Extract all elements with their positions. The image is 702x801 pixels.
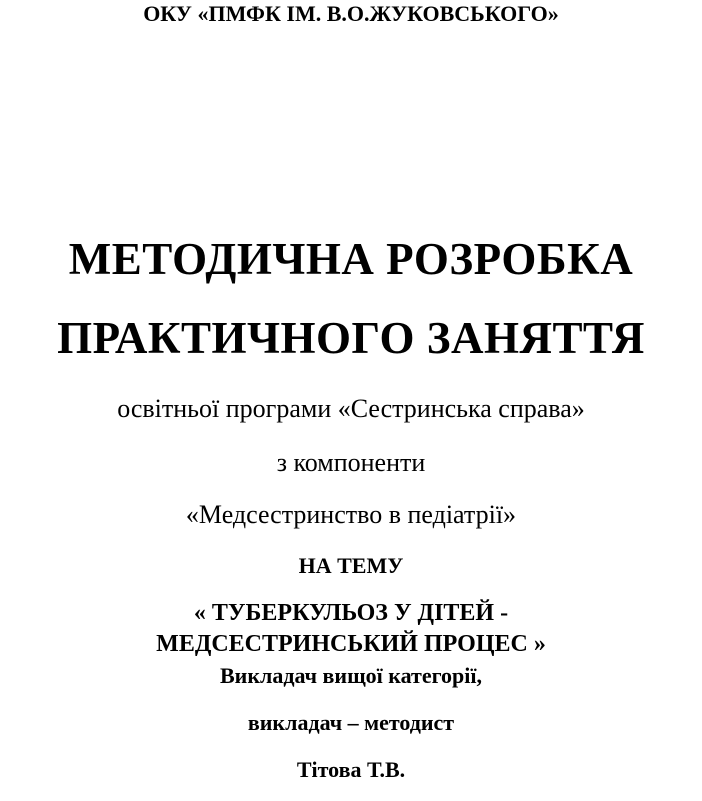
document-title-line-2: ПРАКТИЧНОГО ЗАНЯТТЯ <box>57 313 645 363</box>
document-title-line-1: МЕТОДИЧНА РОЗРОБКА <box>68 234 634 284</box>
author-position: викладач – методист <box>247 710 455 735</box>
component-name: «Медсестринство в педіатрії» <box>185 500 517 529</box>
institution-name: ОКУ «ПМФК ІМ. В.О.ЖУКОВСЬКОГО» <box>143 1 559 26</box>
program-name: освітньої програми «Сестринська справа» <box>117 394 585 423</box>
author-qualification: Викладач вищої категорії, <box>219 663 482 688</box>
topic-line-1: « ТУБЕРКУЛЬОЗ У ДІТЕЙ - <box>193 600 509 626</box>
author-name: Тітова Т.В. <box>296 757 406 782</box>
component-label: з компоненти <box>276 448 426 477</box>
topic-heading: НА ТЕМУ <box>298 553 404 578</box>
topic-line-2: МЕДСЕСТРИНСЬКИЙ ПРОЦЕС » <box>156 631 546 657</box>
